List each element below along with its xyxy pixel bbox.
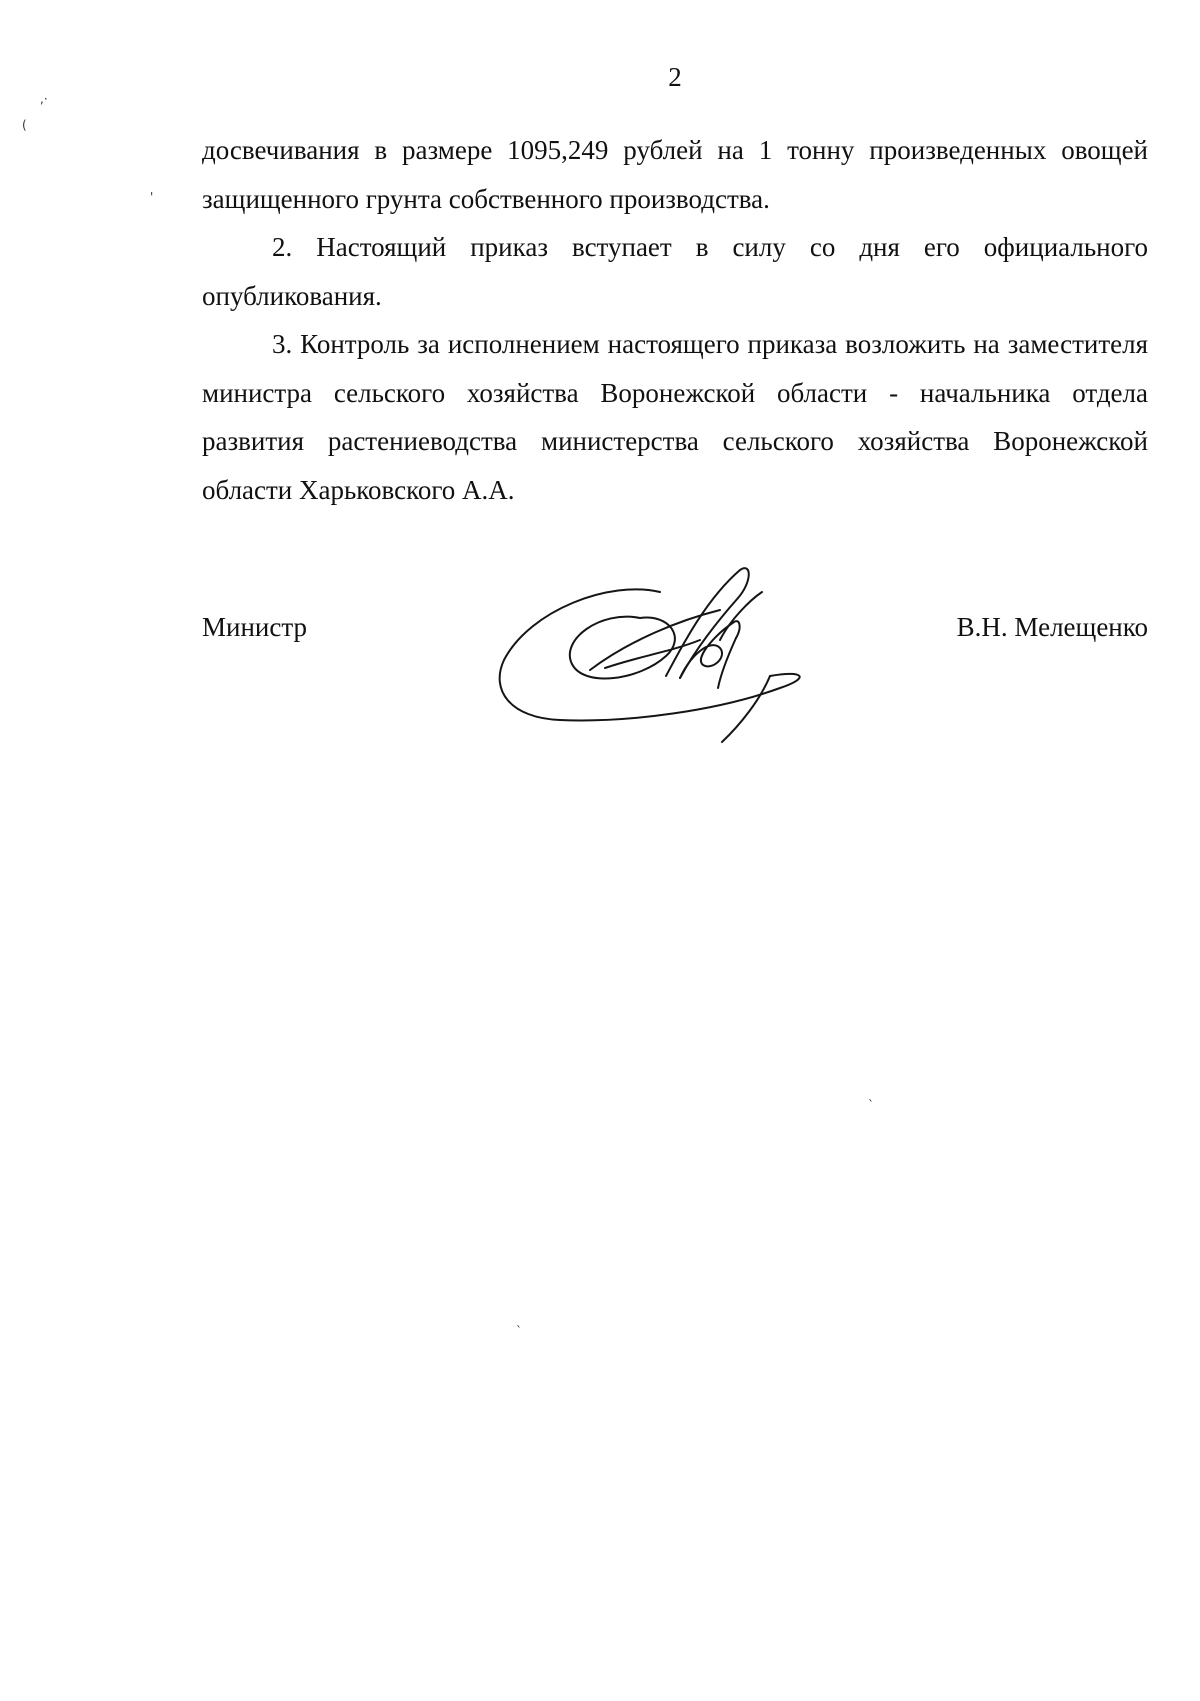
scan-speck: ( [22, 118, 27, 132]
signatory-role: Министр [202, 612, 307, 642]
document-body [202, 126, 1148, 514]
scan-speck: ` [868, 1098, 874, 1112]
paragraph-item-3: 3. Контроль за исполнением настоящего приказа возложить на заместителя министра сельского хозяйства Воронежской области - начальника отдела развития растениеводства министерства сельского хозяйства Воронежской области Харьковского А.А. [202, 329, 1148, 505]
paragraph-continuation: досвечивания в размере 1095,249 рублей на 1 тонну произведенных овощей защищенного грунта собственного производства. [202, 135, 1148, 214]
scan-speck: ,· [40, 92, 48, 106]
page-number: 2 [668, 62, 682, 92]
handwritten-signature [490, 560, 830, 750]
signatory-name: В.Н. Мелещенко [956, 612, 1148, 642]
scan-speck: ` [516, 1324, 522, 1338]
scan-speck: ' [150, 190, 154, 204]
paragraph-item-2: 2. Настоящий приказ вступает в силу со дня его официального опубликования. [202, 232, 1148, 311]
